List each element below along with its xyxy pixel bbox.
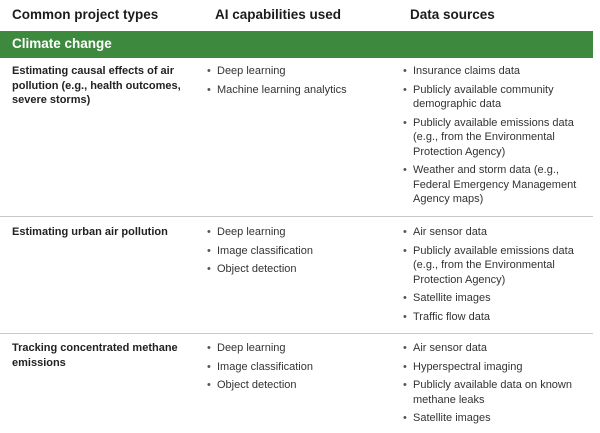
row-divider [0,216,593,217]
row-divider [0,333,593,334]
header-data-sources: Data sources [410,7,495,22]
capability-item: • Deep learning [207,341,397,356]
project-type-label: Tracking concentrated methane emissions [12,342,178,369]
capability-item: • Deep learning [207,225,397,240]
source-item: • Traffic flow data [403,310,588,325]
capability-item: • Deep learning [207,64,397,79]
source-item: • Publicly available data on known methane leaks [403,378,588,407]
capability-item: • Object detection [207,378,397,393]
source-item: • Air sensor data [403,341,588,356]
header-ai-capabilities: AI capabilities used [215,7,342,22]
source-item: • Publicly available community demographic data [403,83,588,112]
capability-item: • Image classification [207,360,397,375]
capabilities-list [207,225,397,281]
section-banner-climate-change [0,31,593,58]
section-title: Climate change [12,36,112,51]
source-item: • Air sensor data [403,225,588,240]
sources-list [403,225,588,328]
source-item: • Hyperspectral imaging [403,360,588,375]
project-type-label: Estimating causal effects of air pollution (e.g., health outcomes, severe storms) [12,65,181,106]
source-item: • Publicly available emissions data (e.g., from the Environmental Protection Agency) [403,116,588,160]
source-item: • Insurance claims data [403,64,588,79]
source-item: • Satellite images [403,411,588,426]
source-item: • Satellite images [403,291,588,306]
source-item: • Publicly available emissions data (e.g., from the Environmental Protection Agency) [403,244,588,288]
sources-list [403,341,588,430]
capabilities-list [207,64,397,101]
capability-item: • Image classification [207,244,397,259]
source-item: • Weather and storm data (e.g., Federal Emergency Management Agency maps) [403,163,588,207]
capability-item: • Machine learning analytics [207,83,397,98]
sources-list [403,64,588,211]
capability-item: • Object detection [207,262,397,277]
table-header [0,0,600,30]
project-type-label: Estimating urban air pollution [12,226,168,238]
header-project-types: Common project types [12,7,159,22]
capabilities-list [207,341,397,397]
